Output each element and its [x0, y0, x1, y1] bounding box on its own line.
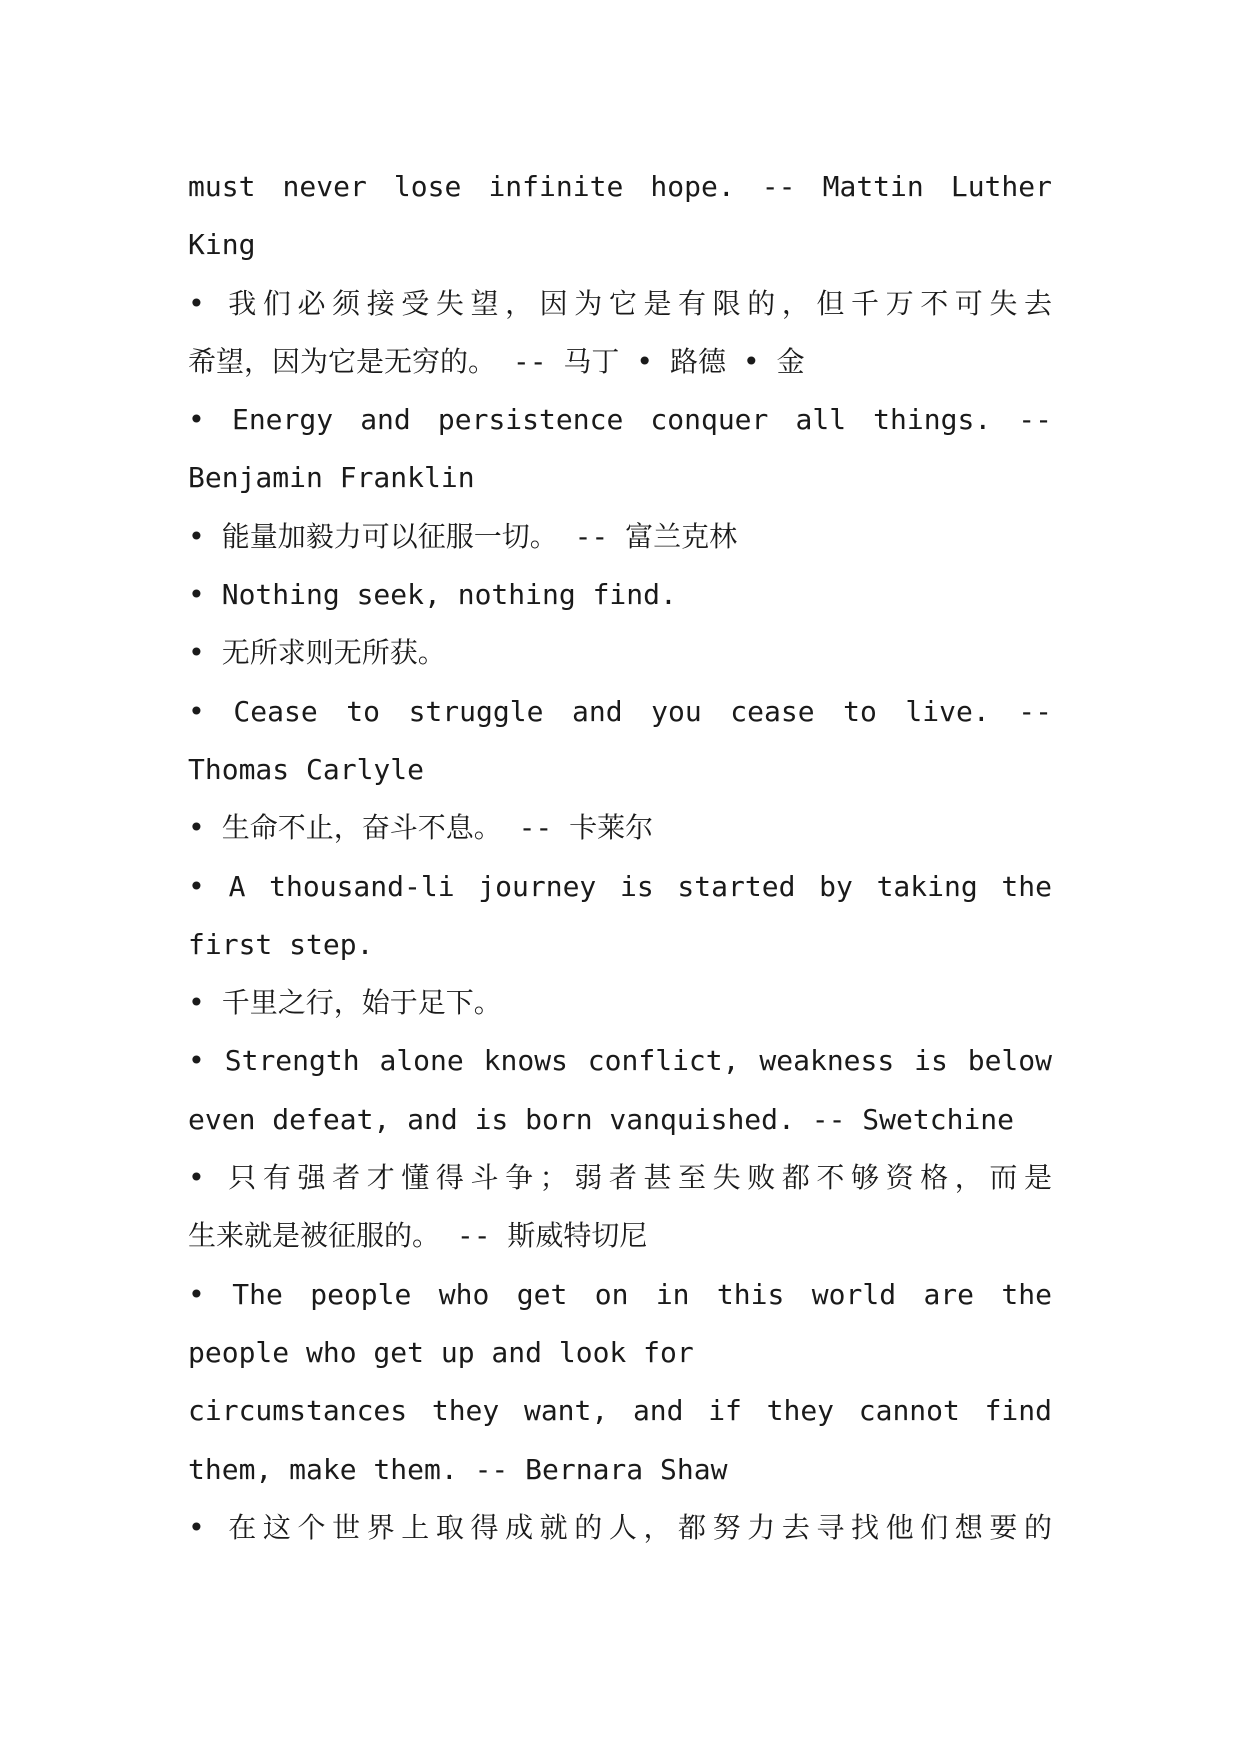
text-line: • 生命不止，奋斗不息。 -- 卡莱尔 — [188, 811, 654, 845]
text-line: • A thousand-li journey is started by taking the — [188, 869, 1052, 903]
text-line: even defeat, and is born vanquished. -- Swetchine — [188, 1102, 1015, 1136]
text-line: Benjamin Franklin — [188, 461, 475, 495]
text-line: • 只有强者才懂得斗争；弱者甚至失败都不够资格，而是 — [188, 1161, 1052, 1195]
quote-text-body — [188, 158, 1052, 1557]
text-line: 希望，因为它是无穷的。 -- 马丁 • 路德 • 金 — [188, 344, 805, 378]
text-line: them, make them. -- Bernara Shaw — [188, 1452, 728, 1486]
text-line: • 我们必须接受失望，因为它是有限的，但千万不可失去 — [188, 286, 1052, 320]
text-line: • 无所求则无所获。 — [188, 636, 446, 670]
text-line: • 千里之行，始于足下。 — [188, 986, 502, 1020]
text-line: • Cease to struggle and you cease to live. -- — [188, 694, 1052, 728]
text-line: • Energy and persistence conquer all things. -- — [188, 403, 1052, 437]
text-line: • 能量加毅力可以征服一切。 -- 富兰克林 — [188, 519, 738, 553]
text-line: must never lose infinite hope. -- Mattin Luther — [188, 170, 1052, 203]
text-line: • Strength alone knows conflict, weakness is below — [188, 1044, 1052, 1078]
text-line: 生来就是被征服的。 -- 斯威特切尼 — [188, 1219, 648, 1253]
text-line: circumstances they want, and if they cannot find — [188, 1394, 1052, 1428]
text-line: people who get up and look for — [188, 1335, 694, 1369]
text-line: • Nothing seek, nothing find. — [188, 578, 677, 612]
text-line: • The people who get on in this world are the — [188, 1277, 1052, 1311]
text-line: Thomas Carlyle — [188, 752, 425, 786]
text-line: first step. — [188, 927, 374, 961]
text-line: King — [188, 228, 256, 262]
text-line: • 在这个世界上取得成就的人，都努力去寻找他们想要的 — [188, 1510, 1052, 1544]
